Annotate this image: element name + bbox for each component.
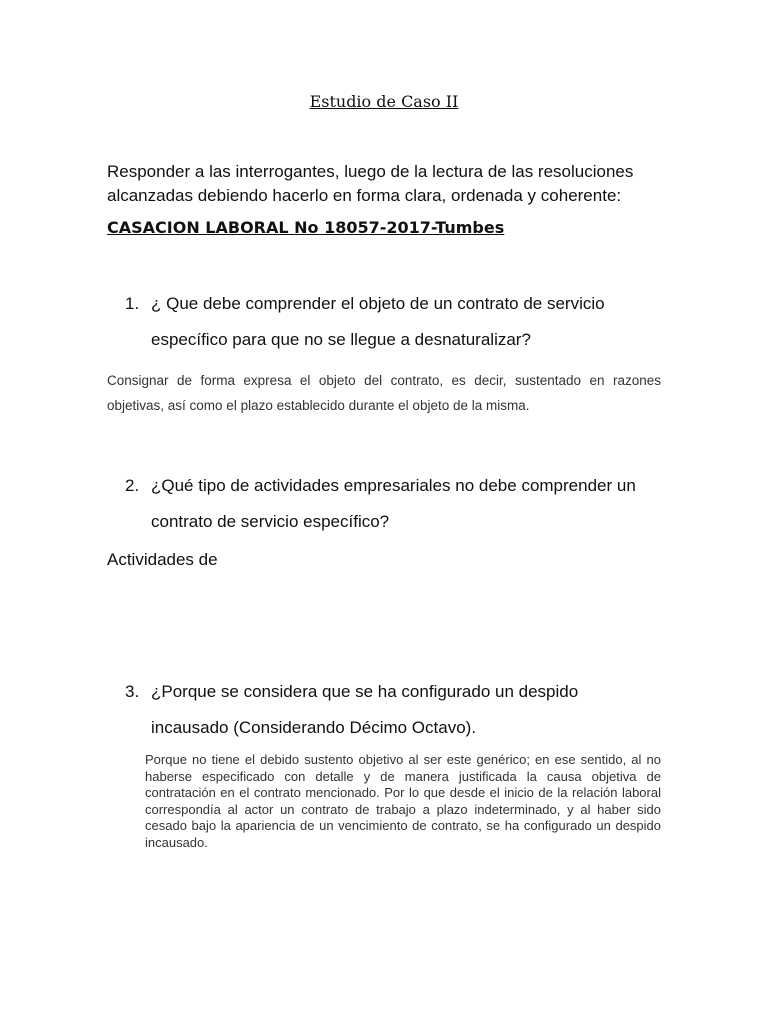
intro-paragraph: Responder a las interrogantes, luego de la lectura de las resoluciones alcanzadas debiendo hacerlo en forma clara, ordenada y coherente: [107, 162, 634, 205]
question-2 [125, 468, 661, 540]
question-text-line1: ¿Qué tipo de actividades empresariales no debe comprender un [151, 476, 636, 495]
question-text-line1: ¿ Que debe comprender el objeto de un contrato de servicio [151, 294, 605, 313]
document-title: Estudio de Caso II [309, 92, 459, 111]
case-title: CASACION LABORAL No 18057-2017-Tumbes [107, 218, 505, 237]
answer-1: Consignar de forma expresa el objeto del contrato, es decir, sustentado en razones objetivas, así como el plazo establecido durante el objeto de la misma. [107, 373, 661, 413]
question-number: 2. [125, 476, 140, 495]
answer-3: Porque no tiene el debido sustento objetivo al ser este genérico; en ese sentido, al no haberse especificado con detalle y de manera justificada la causa objetiva de contratación en el contrato mencionado. Por lo que desde el inicio de la relación laboral correspondía al actor un contrato de trabajo a plazo indeterminado, y al haber sido cesado bajo la apariencia de un vencimiento de contrato, se ha configurado un despido incausado. [145, 752, 661, 850]
question-number: 1. [125, 294, 140, 313]
question-3 [125, 674, 661, 746]
question-text-line1: ¿Porque se considera que se ha configurado un despido [151, 682, 579, 701]
answer-2: Actividades de [107, 550, 218, 569]
question-text-line2: contrato de servicio específico? [151, 512, 390, 531]
question-number: 3. [125, 682, 140, 701]
question-text-line2: específico para que no se llegue a desnaturalizar? [151, 330, 531, 349]
question-1 [125, 286, 661, 358]
question-text-line2: incausado (Considerando Décimo Octavo). [151, 718, 477, 737]
